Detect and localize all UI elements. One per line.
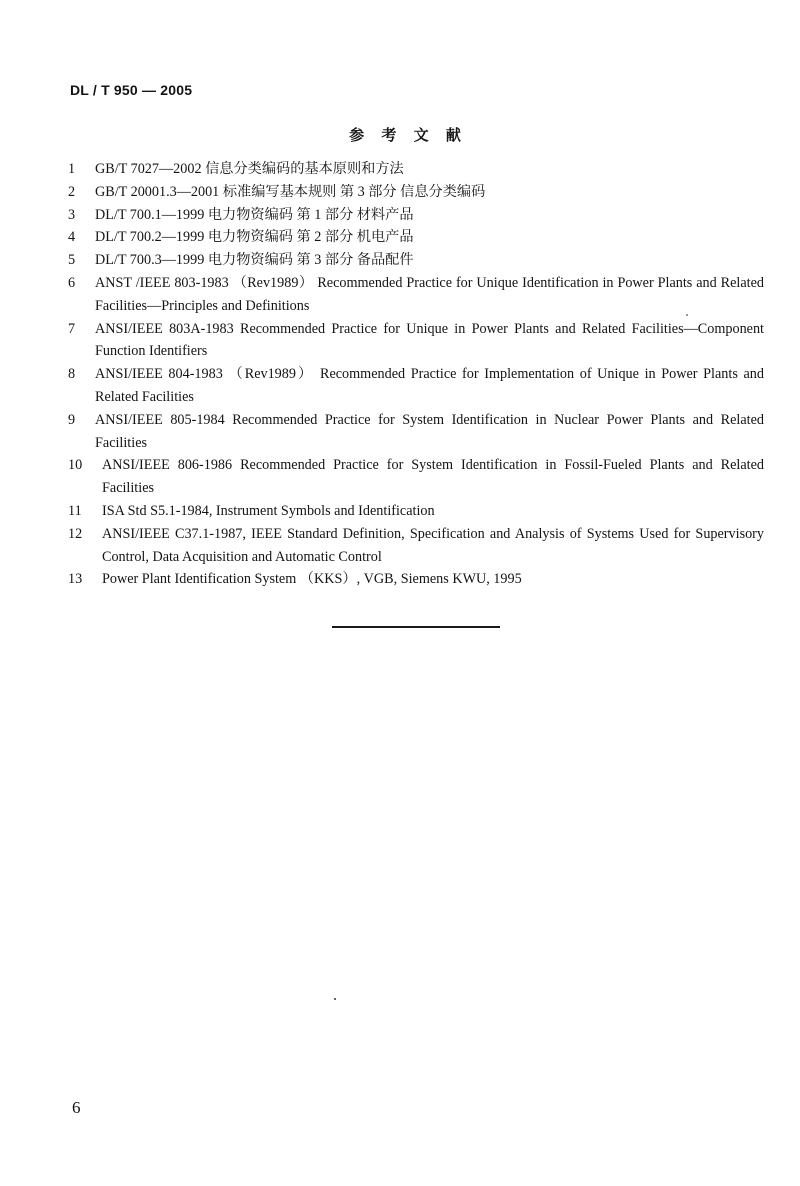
reference-item [68, 272, 764, 318]
reference-item [68, 500, 764, 523]
end-of-section-rule [332, 626, 500, 628]
reference-item [68, 158, 764, 181]
reference-text: Power Plant Identification System （KKS）, VGB, Siemens KWU, 1995 [102, 571, 522, 588]
reference-number: 6 [68, 274, 76, 291]
reference-item [68, 523, 764, 569]
reference-text: ISA Std S5.1-1984, Instrument Symbols and Identification [102, 502, 435, 519]
references-section-title: 参 考 文 献 [349, 126, 467, 144]
reference-number: 4 [68, 229, 76, 246]
reference-number: 3 [68, 206, 76, 223]
page-number: 6 [72, 1098, 81, 1117]
reference-number: 1 [68, 161, 76, 177]
reference-number: 8 [68, 366, 76, 383]
reference-item [68, 318, 764, 364]
reference-text: GB/T 20001.3—2001 标准编写基本规则 第 3 部分 信息分类编码 [95, 183, 486, 200]
reference-item [68, 454, 764, 500]
reference-text: DL/T 700.1—1999 电力物资编码 第 1 部分 材料产品 [95, 206, 414, 223]
reference-number: 5 [68, 252, 76, 269]
reference-number: 10 [68, 457, 83, 474]
reference-number: 2 [68, 183, 76, 200]
reference-item [68, 409, 764, 455]
scan-speck [334, 998, 336, 1000]
reference-text: ANSI/IEEE C37.1-1987, IEEE Standard Definition, Specification and Analysis of Systems Used for Supervisory Control, Data Acquisition and Automatic Control [102, 525, 764, 565]
reference-item [68, 363, 764, 409]
reference-text: DL/T 700.3—1999 电力物资编码 第 3 部分 备品配件 [95, 252, 414, 269]
reference-item [68, 249, 764, 272]
reference-text: DL/T 700.2—1999 电力物资编码 第 2 部分 机电产品 [95, 229, 414, 246]
reference-number: 9 [68, 411, 76, 428]
reference-list [68, 158, 764, 591]
reference-text: ANSI/IEEE 806-1986 Recommended Practice for System Identification in Fossil-Fueled Plants and Related Facilities [102, 457, 764, 497]
reference-text: GB/T 7027—2002 信息分类编码的基本原则和方法 [95, 161, 404, 177]
reference-text: ANST /IEEE 803-1983 （Rev1989） Recommended Practice for Unique Identification in Power Plants and Related Facilities—Principles and Definitions [95, 274, 764, 314]
reference-item [68, 181, 764, 204]
reference-text: ANSI/IEEE 803A-1983 Recommended Practice for Unique in Power Plants and Related Facilities—Component Function Identifiers [95, 320, 764, 360]
reference-number: 12 [68, 525, 83, 542]
document-code-header: DL / T 950 — 2005 [70, 82, 193, 98]
reference-text: ANSI/IEEE 804-1983 （Rev1989） Recommended Practice for Implementation of Unique in Power Plants and Related Facilities [95, 366, 764, 405]
reference-number: 13 [68, 571, 83, 588]
reference-number: 11 [68, 502, 82, 519]
reference-number: 7 [68, 320, 76, 337]
reference-item [68, 568, 764, 591]
reference-text: ANSI/IEEE 805-1984 Recommended Practice for System Identification in Nuclear Power Plants and Related Facilities [95, 411, 764, 451]
reference-item [68, 204, 764, 227]
reference-item [68, 226, 764, 249]
scan-speck [686, 314, 688, 316]
